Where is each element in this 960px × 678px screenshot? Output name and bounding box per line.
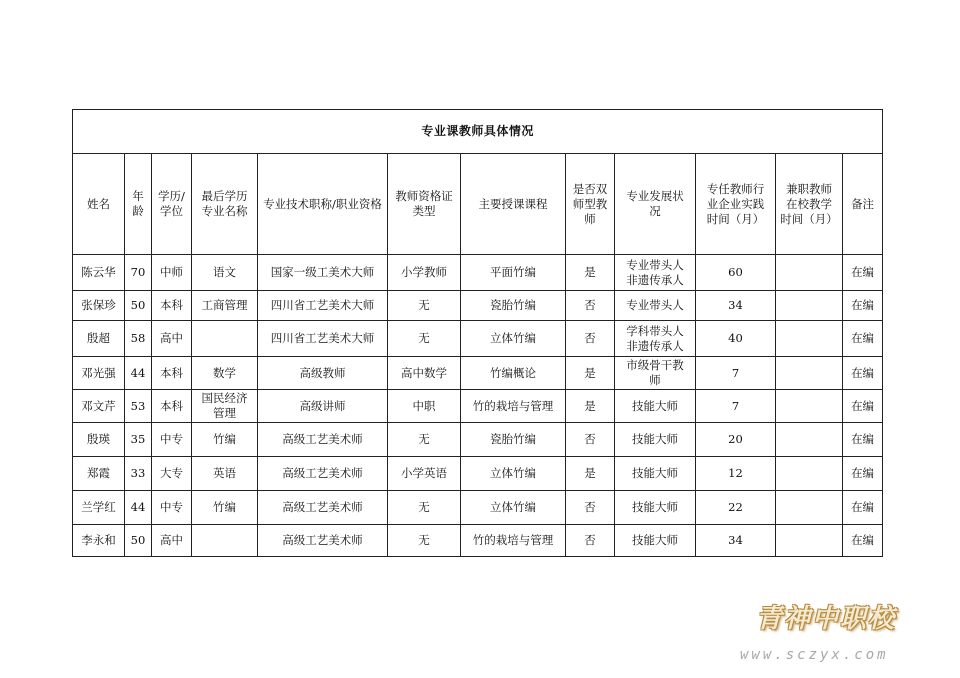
cell-education: 本科 — [152, 357, 192, 390]
cell-title: 高级工艺美术师 — [258, 457, 388, 491]
header-education: 学历/ 学位 — [152, 154, 192, 255]
header-dual-teacher: 是否双 师型教 师 — [566, 154, 615, 255]
table-row — [73, 525, 883, 557]
cell-practice-time: 40 — [696, 321, 776, 357]
cell-development: 技能大师 — [615, 491, 696, 525]
cell-certificate: 中职 — [388, 390, 461, 423]
cell-remarks: 在编 — [843, 357, 883, 390]
cell-education: 本科 — [152, 291, 192, 321]
cell-courses: 竹的栽培与管理 — [461, 525, 566, 557]
header-title: 专业技术职称/职业资格 — [258, 154, 388, 255]
cell-courses: 平面竹编 — [461, 255, 566, 291]
cell-development: 学科带头人 非遗传承人 — [615, 321, 696, 357]
cell-practice-time: 34 — [696, 525, 776, 557]
cell-remarks: 在编 — [843, 491, 883, 525]
cell-name: 邓光强 — [73, 357, 125, 390]
cell-practice-time: 20 — [696, 423, 776, 457]
cell-parttime-time — [776, 321, 843, 357]
table-row — [73, 321, 883, 357]
cell-major: 语文 — [192, 255, 258, 291]
cell-remarks: 在编 — [843, 390, 883, 423]
cell-name: 兰学红 — [73, 491, 125, 525]
cell-major: 数学 — [192, 357, 258, 390]
cell-remarks: 在编 — [843, 321, 883, 357]
cell-dual-teacher: 是 — [566, 457, 615, 491]
cell-practice-time: 7 — [696, 390, 776, 423]
cell-name: 陈云华 — [73, 255, 125, 291]
cell-certificate: 高中数学 — [388, 357, 461, 390]
cell-parttime-time — [776, 291, 843, 321]
cell-practice-time: 7 — [696, 357, 776, 390]
cell-courses: 立体竹编 — [461, 491, 566, 525]
cell-name: 殷超 — [73, 321, 125, 357]
cell-development: 市级骨干教 师 — [615, 357, 696, 390]
table-title: 专业课教师具体情况 — [73, 110, 883, 154]
cell-courses: 立体竹编 — [461, 457, 566, 491]
cell-dual-teacher: 否 — [566, 291, 615, 321]
cell-practice-time: 22 — [696, 491, 776, 525]
cell-age: 35 — [125, 423, 152, 457]
watermark-url: www.sczyx.com — [740, 647, 889, 663]
cell-name: 邓文芹 — [73, 390, 125, 423]
header-name: 姓名 — [73, 154, 125, 255]
header-remarks: 备注 — [843, 154, 883, 255]
cell-development: 技能大师 — [615, 423, 696, 457]
cell-development: 技能大师 — [615, 390, 696, 423]
cell-dual-teacher: 是 — [566, 390, 615, 423]
cell-development: 技能大师 — [615, 525, 696, 557]
header-certificate: 教师资格证 类型 — [388, 154, 461, 255]
cell-age: 53 — [125, 390, 152, 423]
cell-name: 郑霞 — [73, 457, 125, 491]
cell-courses: 瓷胎竹编 — [461, 291, 566, 321]
cell-practice-time: 34 — [696, 291, 776, 321]
table-row — [73, 291, 883, 321]
cell-major: 竹编 — [192, 423, 258, 457]
cell-parttime-time — [776, 255, 843, 291]
document-page — [72, 109, 882, 557]
cell-dual-teacher: 是 — [566, 255, 615, 291]
cell-remarks: 在编 — [843, 291, 883, 321]
cell-major: 工商管理 — [192, 291, 258, 321]
cell-age: 58 — [125, 321, 152, 357]
cell-courses: 竹编概论 — [461, 357, 566, 390]
cell-title: 国家一级工美术大师 — [258, 255, 388, 291]
teacher-table — [72, 109, 883, 557]
cell-name: 张保珍 — [73, 291, 125, 321]
cell-dual-teacher: 否 — [566, 525, 615, 557]
cell-development: 专业带头人 — [615, 291, 696, 321]
cell-age: 44 — [125, 357, 152, 390]
cell-courses: 立体竹编 — [461, 321, 566, 357]
header-development: 专业发展状 况 — [615, 154, 696, 255]
cell-major: 竹编 — [192, 491, 258, 525]
cell-major — [192, 321, 258, 357]
cell-education: 高中 — [152, 525, 192, 557]
cell-major — [192, 525, 258, 557]
cell-dual-teacher: 否 — [566, 423, 615, 457]
cell-certificate: 无 — [388, 291, 461, 321]
table-row — [73, 255, 883, 291]
cell-parttime-time — [776, 491, 843, 525]
cell-courses: 竹的栽培与管理 — [461, 390, 566, 423]
cell-courses: 瓷胎竹编 — [461, 423, 566, 457]
cell-dual-teacher: 是 — [566, 357, 615, 390]
cell-dual-teacher: 否 — [566, 321, 615, 357]
header-major: 最后学历 专业名称 — [192, 154, 258, 255]
table-row — [73, 357, 883, 390]
cell-education: 高中 — [152, 321, 192, 357]
cell-title: 高级讲师 — [258, 390, 388, 423]
table-row — [73, 457, 883, 491]
cell-title: 高级工艺美术师 — [258, 423, 388, 457]
cell-title: 高级工艺美术师 — [258, 491, 388, 525]
cell-certificate: 小学教师 — [388, 255, 461, 291]
cell-title: 高级教师 — [258, 357, 388, 390]
cell-development: 专业带头人 非遗传承人 — [615, 255, 696, 291]
cell-age: 50 — [125, 291, 152, 321]
cell-development: 技能大师 — [615, 457, 696, 491]
cell-age: 50 — [125, 525, 152, 557]
header-courses: 主要授课课程 — [461, 154, 566, 255]
cell-certificate: 无 — [388, 423, 461, 457]
cell-major: 英语 — [192, 457, 258, 491]
cell-parttime-time — [776, 390, 843, 423]
cell-title: 四川省工艺美术大师 — [258, 291, 388, 321]
cell-name: 李永和 — [73, 525, 125, 557]
table-row — [73, 491, 883, 525]
cell-remarks: 在编 — [843, 255, 883, 291]
cell-practice-time: 12 — [696, 457, 776, 491]
cell-education: 大专 — [152, 457, 192, 491]
header-practice-time: 专任教师行 业企业实践 时间（月） — [696, 154, 776, 255]
cell-certificate: 无 — [388, 525, 461, 557]
cell-age: 44 — [125, 491, 152, 525]
cell-practice-time: 60 — [696, 255, 776, 291]
cell-title: 四川省工艺美术大师 — [258, 321, 388, 357]
cell-age: 33 — [125, 457, 152, 491]
cell-parttime-time — [776, 457, 843, 491]
cell-parttime-time — [776, 423, 843, 457]
cell-dual-teacher: 否 — [566, 491, 615, 525]
cell-parttime-time — [776, 357, 843, 390]
cell-certificate: 无 — [388, 321, 461, 357]
cell-certificate: 无 — [388, 491, 461, 525]
cell-remarks: 在编 — [843, 423, 883, 457]
cell-education: 中专 — [152, 423, 192, 457]
table-row — [73, 423, 883, 457]
cell-age: 70 — [125, 255, 152, 291]
cell-name: 殷瑛 — [73, 423, 125, 457]
header-age: 年 龄 — [125, 154, 152, 255]
watermark-logo-text: 青神中职校 — [756, 604, 897, 634]
cell-remarks: 在编 — [843, 457, 883, 491]
cell-remarks: 在编 — [843, 525, 883, 557]
cell-major: 国民经济 管理 — [192, 390, 258, 423]
cell-certificate: 小学英语 — [388, 457, 461, 491]
cell-parttime-time — [776, 525, 843, 557]
header-row — [73, 154, 883, 255]
cell-education: 本科 — [152, 390, 192, 423]
cell-title: 高级工艺美术师 — [258, 525, 388, 557]
table-row — [73, 390, 883, 423]
cell-education: 中专 — [152, 491, 192, 525]
cell-education: 中师 — [152, 255, 192, 291]
header-parttime-time: 兼职教师 在校教学 时间（月） — [776, 154, 843, 255]
